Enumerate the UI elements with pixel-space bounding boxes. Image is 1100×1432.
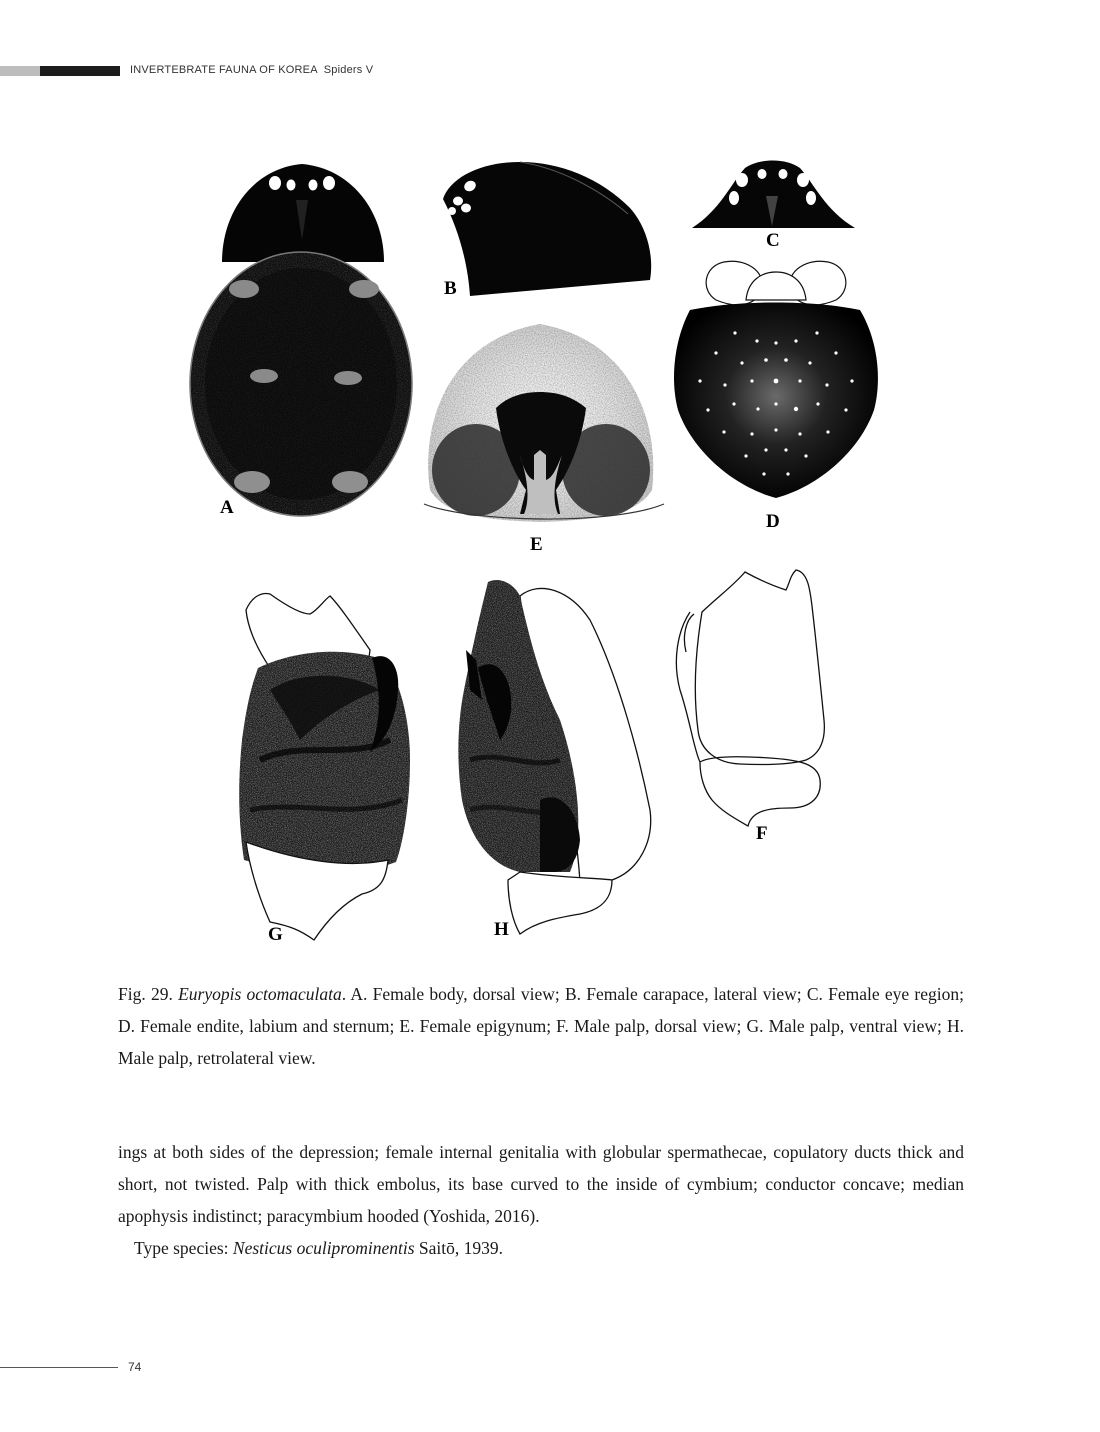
type-species-label: Type species: — [134, 1238, 233, 1258]
header-subtitle: Spiders V — [323, 64, 374, 76]
type-species-name: Nesticus oculiprominentis — [232, 1238, 415, 1258]
page-number: 74 — [128, 1360, 142, 1374]
panel-a-drawing — [190, 164, 412, 516]
body-paragraph-1: ings at both sides of the depression; female internal genitalia with globular spermathecae, copulatory ducts thick and short, not twisted. Palp with thick embolus, its base curved to the inside of cymbium; conductor concave; median apophysis indistinct; paracymbium hooded (Yoshida, 2016). — [118, 1142, 964, 1226]
panel-c-drawing — [692, 161, 855, 229]
panel-label-d: D — [766, 511, 780, 532]
panel-label-c: C — [766, 230, 780, 251]
panel-b-drawing — [443, 162, 651, 296]
panel-e-drawing — [424, 324, 664, 522]
panel-label-g: G — [268, 924, 283, 945]
panel-g-drawing — [239, 594, 410, 940]
panel-label-f: F — [756, 823, 768, 844]
header-title: INVERTEBRATE FAUNA OF KOREA — [130, 64, 318, 76]
body-text — [118, 1136, 964, 1264]
panel-label-b: B — [444, 278, 457, 299]
panel-label-h: H — [494, 919, 509, 940]
panel-label-e: E — [530, 534, 543, 555]
caption-text: . A. Female body, dorsal view; B. Female carapace, lateral view; C. Female eye region; D. Female endite, labium and sternum; E. Female epigynum; F. Male palp, dorsal view; G. Male palp, ventral view; H. Male palp, retrolateral view. — [118, 984, 964, 1068]
panel-h-drawing — [458, 580, 650, 934]
panel-label-a: A — [220, 497, 234, 518]
panel-d-drawing — [674, 261, 878, 498]
panel-f-drawing — [676, 570, 824, 826]
type-species-author: Saitō, 1939. — [414, 1238, 504, 1258]
caption-species: Euryopis octomaculata — [178, 984, 342, 1004]
footer-rule — [0, 1367, 118, 1368]
type-species-line — [118, 1232, 964, 1264]
caption-prefix: Fig. 29. — [118, 984, 179, 1004]
figure-caption — [118, 978, 964, 1074]
